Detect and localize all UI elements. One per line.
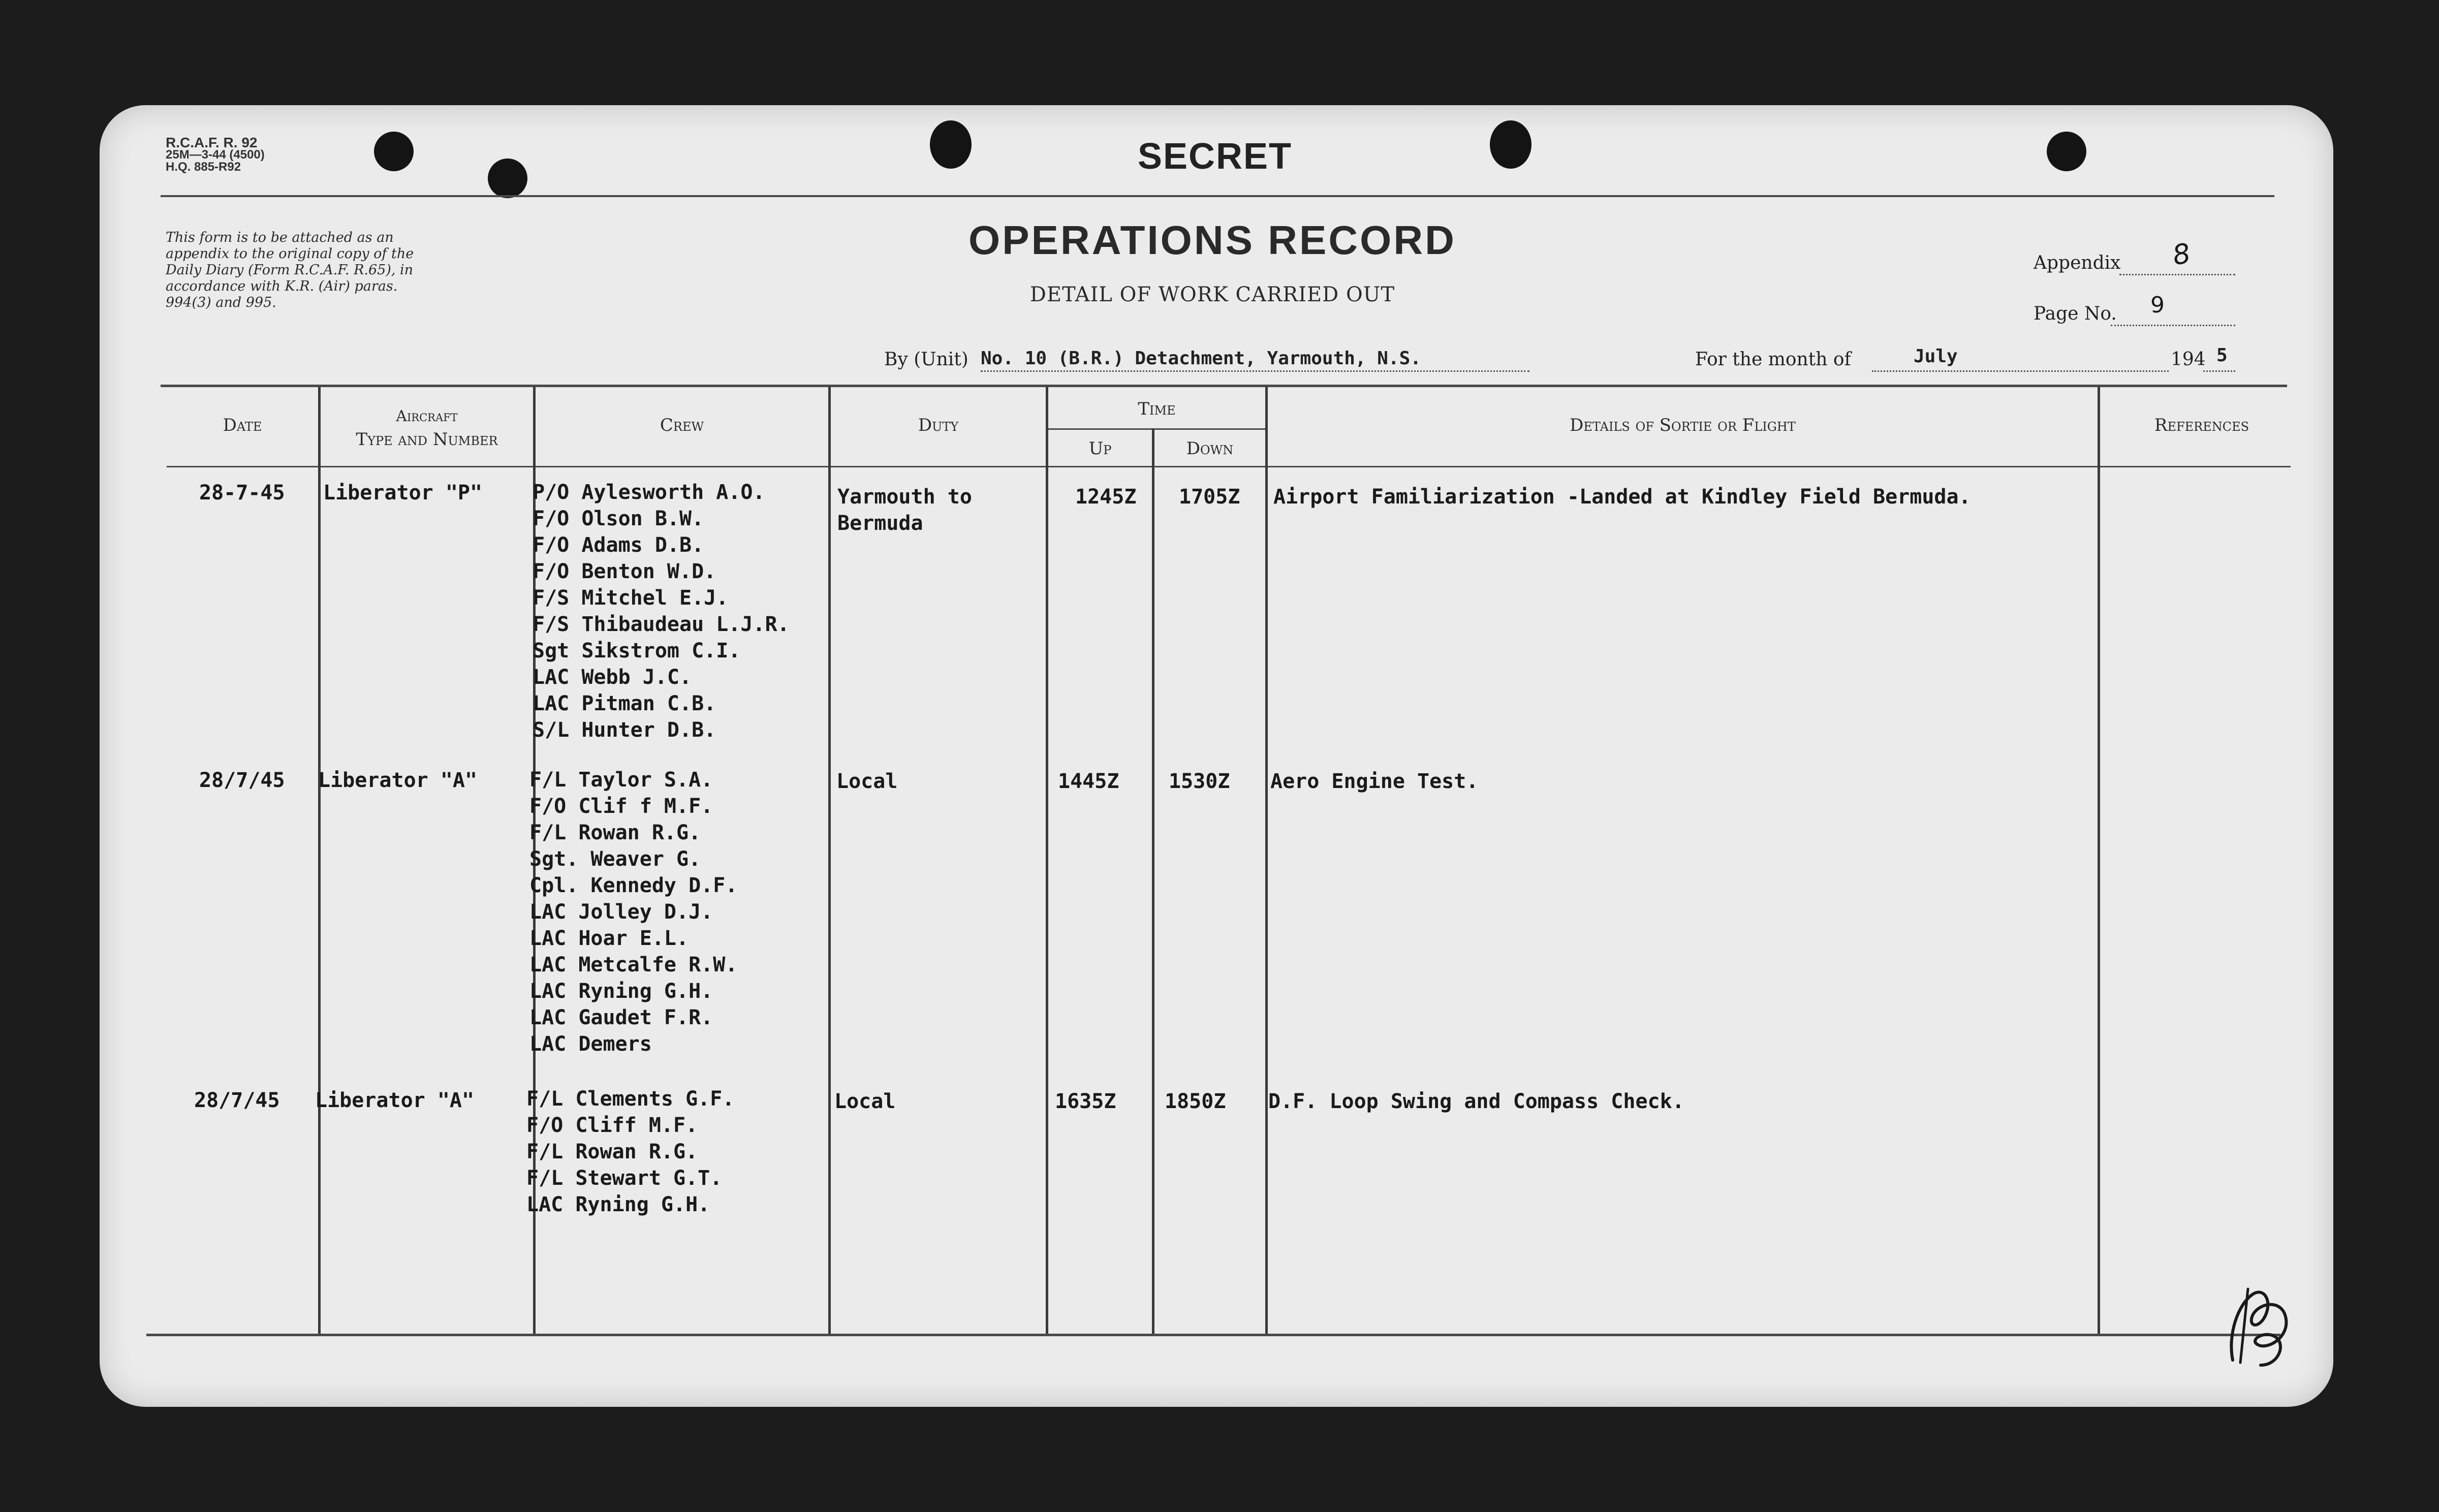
crew-member: Sgt. Weaver G. (529, 847, 701, 871)
entry-crew-list (533, 479, 790, 743)
punch-hole (1490, 120, 1531, 169)
entry-aircraft: Liberator "P" (323, 481, 483, 505)
column-divider (318, 387, 321, 1334)
year-line (2203, 370, 2235, 372)
column-divider (1152, 428, 1154, 1334)
entry-duty: Yarmouth to (837, 485, 972, 509)
month-line (1872, 370, 2169, 372)
top-rule (161, 195, 2274, 197)
punch-hole (488, 159, 527, 198)
crew-member: F/S Thibaudeau L.J.R. (533, 613, 790, 636)
classification-label: SECRET (1137, 136, 1293, 177)
crew-member: F/L Rowan R.G. (529, 821, 701, 844)
crew-member: Sgt Sikstrom C.I. (533, 639, 741, 663)
header-time-down: Down (1186, 438, 1234, 459)
table-bottom-rule (146, 1334, 2280, 1336)
header-aircraft-type: Type and Number (356, 429, 498, 450)
entry-duty: Local (834, 1090, 896, 1113)
punch-hole (374, 132, 414, 171)
unit-value: No. 10 (B.R.) Detachment, Yarmouth, N.S. (981, 348, 1421, 369)
unit-line (981, 370, 1529, 372)
year-digit: 5 (2216, 345, 2228, 366)
appendix-value: 8 (2170, 237, 2193, 272)
page-value: 9 (2150, 292, 2165, 318)
header-time-up: Up (1088, 438, 1112, 459)
crew-member: F/O Adams D.B. (533, 533, 704, 557)
entry-date: 28/7/45 (194, 1089, 280, 1112)
form-subtitle: DETAIL OF WORK CARRIED OUT (1029, 283, 1395, 306)
column-divider (1265, 387, 1268, 1334)
punch-hole (2047, 132, 2086, 171)
column-divider (828, 387, 831, 1334)
operations-record-form (100, 105, 2333, 1407)
entry-time-down: 1705Z (1179, 485, 1240, 509)
time-header-rule (1046, 428, 1265, 430)
entry-date: 28-7-45 (199, 481, 285, 505)
column-divider (1046, 387, 1048, 1334)
header-crew: Crew (660, 415, 704, 435)
form-code-line: H.Q. 885-R92 (166, 160, 241, 174)
entry-time-down: 1530Z (1169, 770, 1230, 793)
entry-aircraft: Liberator "A" (318, 769, 478, 792)
column-divider (2098, 387, 2100, 1334)
month-label: For the month of (1695, 349, 1851, 370)
entry-details: Aero Engine Test. (1270, 770, 1479, 793)
header-bottom-rule (167, 466, 2291, 467)
crew-member: LAC Demers (529, 1032, 652, 1056)
punch-hole (930, 120, 972, 169)
entry-time-up: 1245Z (1075, 485, 1137, 509)
appendix-line (2119, 274, 2235, 275)
crew-member: LAC Webb J.C. (533, 666, 692, 689)
crew-member: LAC Ryning G.H. (529, 980, 713, 1003)
crew-member: LAC Pitman C.B. (533, 692, 716, 715)
initials-mark (2217, 1274, 2299, 1375)
crew-member: F/L Taylor S.A. (529, 768, 713, 792)
form-code (166, 137, 265, 173)
page-line (2111, 325, 2235, 326)
header-details: Details of Sortie or Flight (1570, 415, 1796, 435)
month-value: July (1914, 346, 1958, 367)
form-title: OPERATIONS RECORD (968, 217, 1456, 263)
year-prefix: 194 (2171, 349, 2206, 370)
header-duty: Duty (918, 415, 959, 435)
crew-member: F/O Cliff M.F. (526, 1114, 698, 1137)
crew-member: F/O Benton W.D. (533, 560, 716, 583)
entry-time-up: 1445Z (1058, 770, 1119, 793)
unit-label: By (Unit) (884, 349, 968, 370)
entry-crew-list (526, 1086, 734, 1218)
form-code-line: R.C.A.F. R. 92 (166, 135, 258, 150)
page-label: Page No. (2034, 303, 2117, 324)
crew-member: LAC Metcalfe R.W. (529, 953, 738, 976)
attachment-note: This form is to be attached as an appendix to the original copy of the Daily Diary (Form R.C.A.F. R.65), in accordance with K.R. (Air) paras. 994(3) and 995. (166, 230, 414, 310)
crew-member: F/L Stewart G.T. (526, 1167, 723, 1190)
header-time: Time (1138, 399, 1176, 419)
entry-date: 28/7/45 (199, 769, 285, 792)
entry-duty: Local (836, 770, 898, 793)
crew-member: LAC Ryning G.H. (526, 1193, 710, 1216)
entry-details: D.F. Loop Swing and Compass Check. (1268, 1090, 1684, 1113)
appendix-label: Appendix (2034, 253, 2121, 273)
crew-member: F/L Clements G.F. (526, 1087, 735, 1111)
entry-details: Airport Familiarization -Landed at Kindley Field Bermuda. (1273, 485, 1971, 509)
crew-member: S/L Hunter D.B. (533, 718, 716, 742)
header-date: Date (223, 415, 262, 435)
table-top-rule (161, 385, 2287, 387)
crew-member: LAC Jolley D.J. (529, 900, 713, 924)
crew-member: F/L Rowan R.G. (526, 1140, 698, 1163)
crew-member: F/O Clif f M.F. (529, 795, 713, 818)
entry-crew-list (529, 767, 737, 1057)
header-aircraft: Aircraft (396, 407, 458, 425)
crew-member: F/O Olson B.W. (533, 507, 704, 530)
crew-member: F/S Mitchel E.J. (533, 586, 729, 610)
form-code-line: 25M—3-44 (4500) (166, 148, 265, 162)
crew-member: P/O Aylesworth A.O. (533, 481, 765, 504)
header-references: References (2154, 415, 2249, 435)
crew-member: Cpl. Kennedy D.F. (529, 874, 738, 897)
crew-member: LAC Hoar E.L. (529, 927, 689, 950)
crew-member: LAC Gaudet F.R. (529, 1006, 713, 1029)
entry-aircraft: Liberator "A" (315, 1089, 475, 1112)
entry-time-down: 1850Z (1165, 1090, 1226, 1113)
entry-time-up: 1635Z (1055, 1090, 1116, 1113)
entry-duty-continued: Bermuda (837, 512, 923, 535)
